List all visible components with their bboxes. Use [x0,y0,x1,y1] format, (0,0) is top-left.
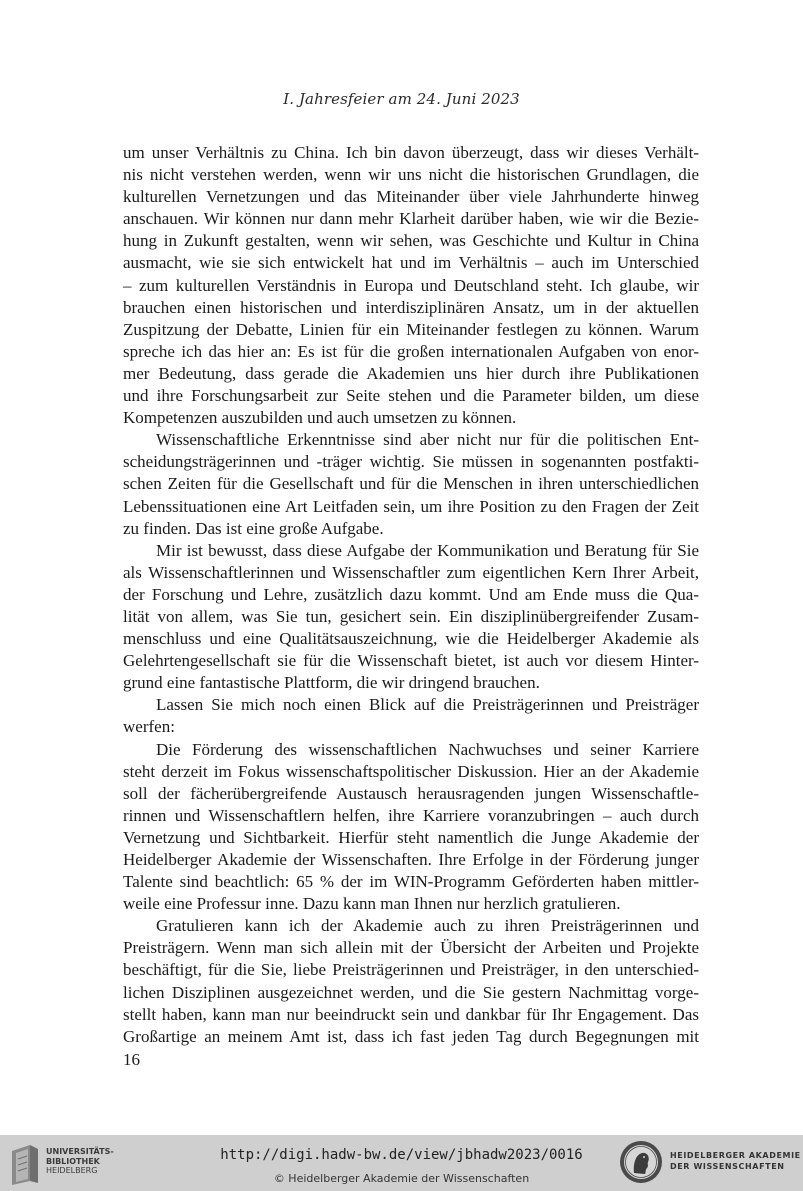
text-line: Mir ist bewusst, dass diese Aufgabe der Kommunikation und Beratung für Sie [156,540,699,560]
library-name-line: BIBLIOTHEK [46,1156,100,1166]
text-line: brauchen einen historischen und interdisziplinären Ansatz, um in der aktuellen [123,297,699,317]
text-line: der Forschung und Lehre, zusätzlich dazu kommt. Und am Ende muss die Qua- [123,584,699,604]
text-line: und ihre Forschungsarbeit zur Seite stehen und die Parameter bilden, um diese [123,386,699,406]
text-line: Gratulieren kann ich der Akademie auch zu ihren Preisträgerinnen und [156,916,699,936]
running-header: I. Jahresfeier am 24. Juni 2023 [283,90,520,108]
text-line: rinnen und Wissenschaftlern helfen, ihre Karriere voranzubringen – auch durch [123,805,699,825]
text-line: um unser Verhältnis zu China. Ich bin davon überzeugt, dass wir dieses Verhält- [123,143,699,162]
text-line: hung in Zukunft gestalten, wenn wir sehen, was Geschichte und Kultur in China [123,231,699,251]
text-line: Lebenssituationen eine Art Leitfaden sein, um ihre Position zu den Fragen der Zeit [123,496,699,516]
text-line: als Wissenschaftlerinnen und Wissenschaftler zum eigentlichen Kern Ihrer Arbeit, [123,562,699,582]
text-line: Gelehrtengesellschaft sie für die Wissenschaft bietet, ist auch vor diesem Hinter- [123,651,699,671]
text-line: Lassen Sie mich noch einen Blick auf die Preisträgerinnen und Preisträger [156,695,699,715]
academy-name-line: HEIDELBERGER AKADEMIE [670,1151,801,1160]
text-line: Zuspitzung der Debatte, Linien für ein Miteinander festlegen zu können. Warum [123,319,699,339]
text-line: ausmacht, wie sie sich entwickelt hat und im Verhältnis – auch im Unterschied [123,253,699,273]
seal-portrait-icon [618,1139,664,1185]
text-line: kulturellen Vernetzungen und das Miteinander über viele Jahrhunderte hinweg [123,187,699,207]
text-line: lichen Disziplinen ausgezeichnet werden, und die Sie gestern Nachmittag vorge- [123,982,699,1002]
library-name-line: HEIDELBERG [46,1166,98,1175]
text-line: – zum kulturellen Verständnis in Europa und Deutschland steht. Ich glaube, wir [123,275,699,295]
text-line: Die Förderung des wissenschaftlichen Nachwuchses und seiner Karriere [156,739,699,759]
text-line: weile eine Professur inne. Dazu kann man Ihnen nur herzlich gratulieren. [123,894,621,914]
text-line: lität von allem, was Sie tun, gesichert sein. Ein disziplinübergreifender Zusam- [123,606,699,626]
text-line: steht derzeit im Fokus wissenschaftspolitischer Diskussion. Hier an der Akademie [123,761,699,781]
text-line: menschluss und eine Qualitätsauszeichnung, wie die Heidelberger Akademie als [123,629,699,649]
text-line: mer Bedeutung, dass gerade die Akademien uns hier durch ihre Publikationen [123,363,699,383]
academy-name [670,1150,801,1172]
text-line: Talente sind beachtlich: 65 % der im WIN-Programm Geförderten haben mittler- [123,872,699,892]
text-line: stellt haben, kann man nur beeindruckt sein und dankbar für Ihr Engagement. Das [123,1004,699,1024]
text-line: Wissenschaftliche Erkenntnisse sind aber nicht nur für die politischen Ent- [156,430,699,450]
body-text [123,142,699,1048]
footer-bar [0,1135,803,1191]
text-line: Kompetenzen auszubilden und auch umsetzen zu können. [123,408,517,428]
text-line: scheidungsträgerinnen und -träger wichtig. Sie müssen in sogenannten postfakti- [123,452,699,472]
text-line: Vernetzung und Sichtbarkeit. Hierfür steht namentlich die Junge Akademie der [123,827,699,847]
text-line: anschauen. Wir können nur dann mehr Klarheit darüber haben, wie wir die Bezie- [123,209,699,229]
library-name-line: UNIVERSITÄTS- [46,1147,114,1156]
text-line: werfen: [123,717,175,737]
text-line: nis nicht verstehen werden, wenn wir uns nicht die historischen Grundlagen, die [123,165,699,185]
academy-name-line: DER WISSENSCHAFTEN [670,1162,785,1171]
page-number: 16 [123,1050,140,1069]
text-line: Preisträgern. Wenn man sich allein mit der Übersicht der Arbeiten und Projekte [123,938,699,958]
text-line: beschäftigt, für die Sie, liebe Preisträgerinnen und Preisträger, in den unterschied- [123,960,699,980]
text-line: Großartige an meinem Amt ist, dass ich fast jeden Tag durch Begegnungen mit [123,1026,699,1046]
text-line: zu finden. Das ist eine große Aufgabe. [123,518,384,538]
text-line: schen Zeiten für die Gesellschaft und für die Menschen in ihren unterschiedlichen [123,474,699,494]
text-line: spreche ich das hier an: Es ist für die großen internationalen Aufgaben von enor- [123,341,699,361]
text-line: Heidelberger Akademie der Wissenschaften. Ihre Erfolge in der Förderung junger [123,850,699,869]
text-line: grund eine fantastische Plattform, die wir dringend brauchen. [123,673,540,693]
permalink-url[interactable]: http://digi.hadw-bw.de/view/jbhadw2023/0016 [220,1147,583,1163]
text-line: soll der fächerübergreifende Austausch herausragenden jungen Wissenschaftle- [123,783,699,803]
copyright-notice: © Heidelberger Akademie der Wissenschaften [273,1172,530,1185]
